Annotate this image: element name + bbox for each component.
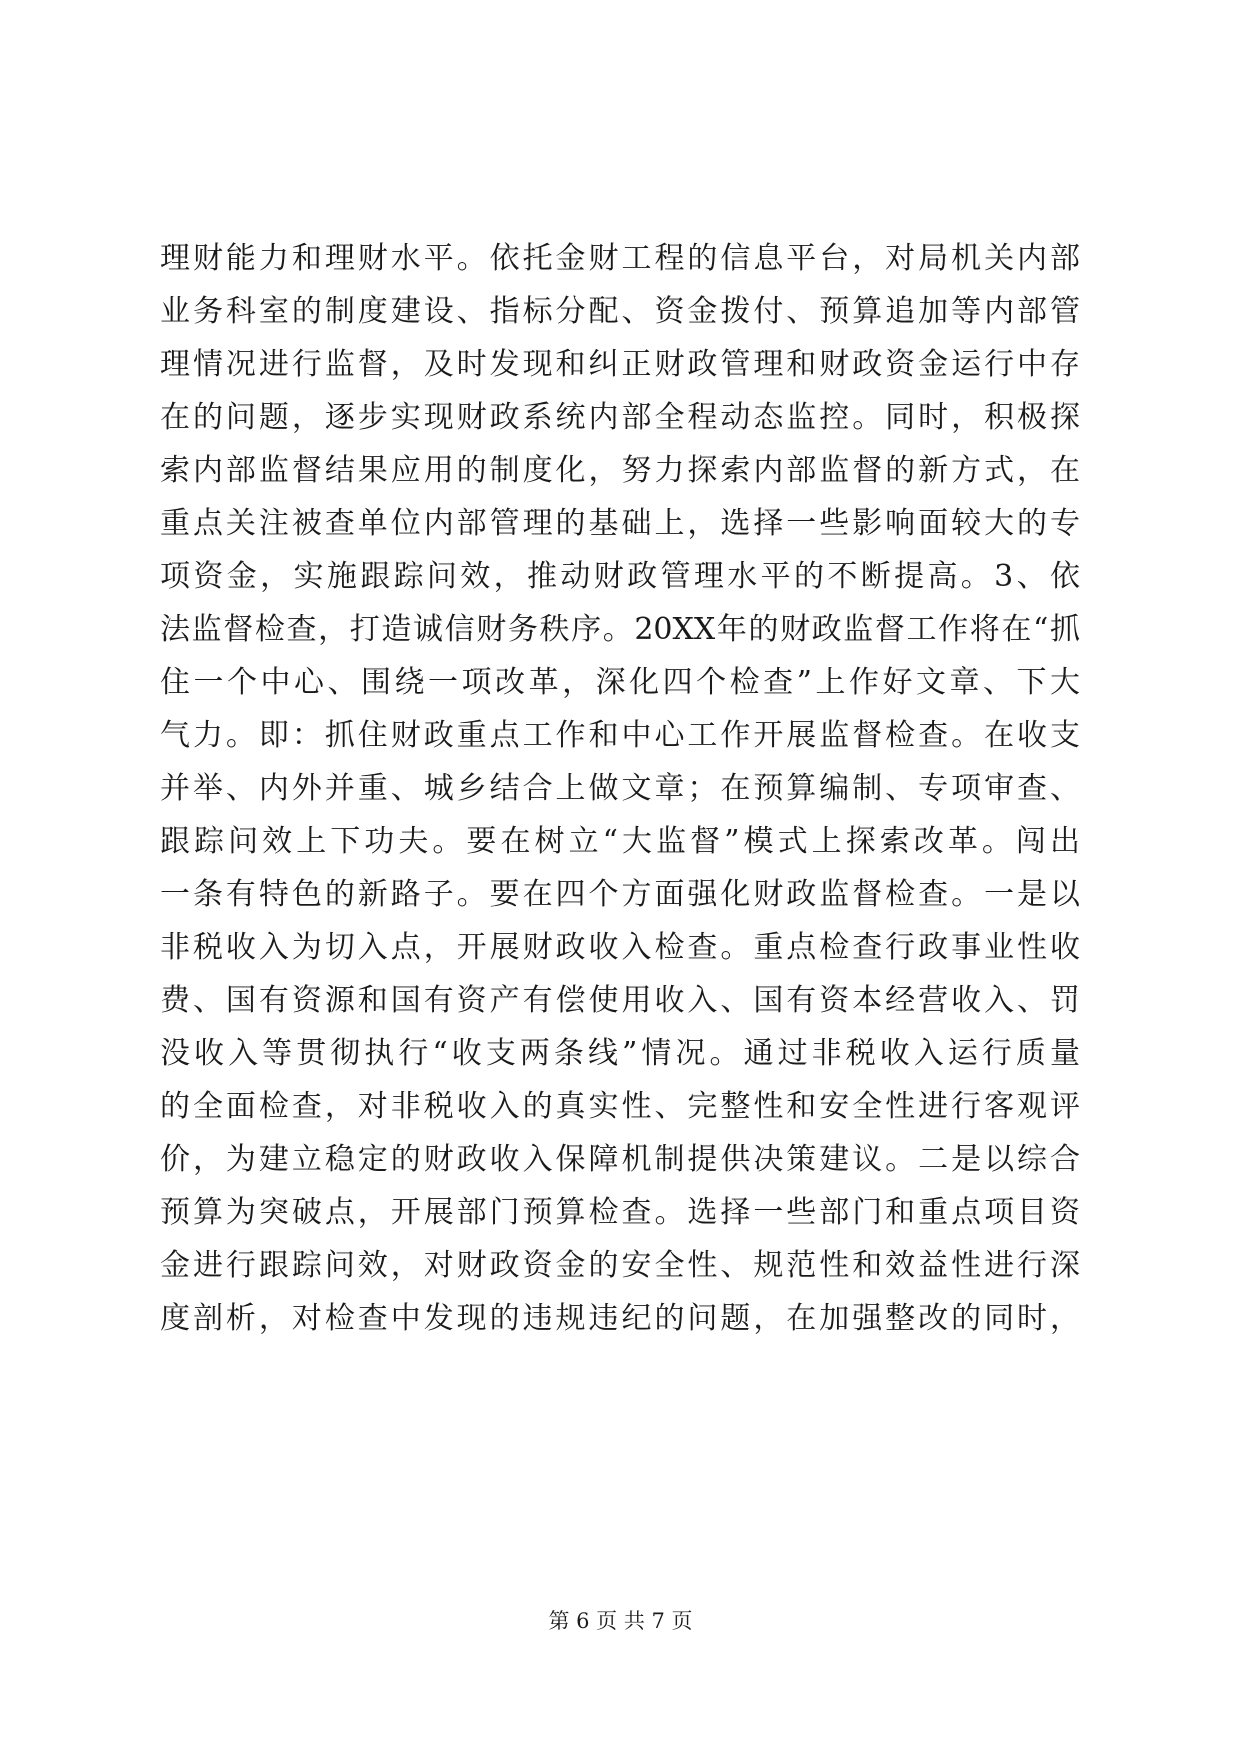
text-line: 的全面检查，对非税收入的真实性、完整性和安全性进行客观评 bbox=[160, 1089, 1080, 1124]
page-footer bbox=[0, 1607, 1241, 1635]
text-line: 价，为建立稳定的财政收入保障机制提供决策建议。二是以综合 bbox=[160, 1142, 1080, 1177]
text-line: 费、国有资源和国有资产有偿使用收入、国有资本经营收入、罚 bbox=[160, 983, 1080, 1018]
text-line: 并举、内外并重、城乡结合上做文章；在预算编制、专项审查、 bbox=[160, 771, 1080, 806]
text-line: 气力。即：抓住财政重点工作和中心工作开展监督检查。在收支 bbox=[160, 718, 1080, 753]
page-number-label: 第 6 页 共 7 页 bbox=[548, 1609, 693, 1633]
text-line: 项资金，实施跟踪问效，推动财政管理水平的不断提高。3、依 bbox=[160, 559, 1080, 594]
text-line: 非税收入为切入点，开展财政收入检查。重点检查行政事业性收 bbox=[160, 930, 1080, 965]
text-line: 重点关注被查单位内部管理的基础上，选择一些影响面较大的专 bbox=[160, 506, 1080, 541]
text-line: 索内部监督结果应用的制度化，努力探索内部监督的新方式，在 bbox=[160, 453, 1080, 488]
text-line: 没收入等贯彻执行“收支两条线”情况。通过非税收入运行质量 bbox=[160, 1036, 1080, 1071]
body-text bbox=[160, 232, 1080, 1345]
text-line: 法监督检查，打造诚信财务秩序。20XX年的财政监督工作将在“抓 bbox=[160, 612, 1080, 647]
text-line: 理财能力和理财水平。依托金财工程的信息平台，对局机关内部 bbox=[160, 241, 1080, 276]
text-line: 跟踪问效上下功夫。要在树立“大监督”模式上探索改革。闯出 bbox=[160, 824, 1080, 859]
text-line: 预算为突破点，开展部门预算检查。选择一些部门和重点项目资 bbox=[160, 1195, 1080, 1230]
text-line: 业务科室的制度建设、指标分配、资金拨付、预算追加等内部管 bbox=[160, 294, 1080, 329]
text-line: 在的问题，逐步实现财政系统内部全程动态监控。同时，积极探 bbox=[160, 400, 1080, 435]
text-line: 度剖析，对检查中发现的违规违纪的问题，在加强整改的同时， bbox=[160, 1301, 1080, 1336]
text-line: 金进行跟踪问效，对财政资金的安全性、规范性和效益性进行深 bbox=[160, 1248, 1080, 1283]
text-line: 理情况进行监督，及时发现和纠正财政管理和财政资金运行中存 bbox=[160, 347, 1080, 382]
text-line: 住一个中心、围绕一项改革，深化四个检查”上作好文章、下大 bbox=[160, 665, 1080, 700]
text-line: 一条有特色的新路子。要在四个方面强化财政监督检查。一是以 bbox=[160, 877, 1080, 912]
